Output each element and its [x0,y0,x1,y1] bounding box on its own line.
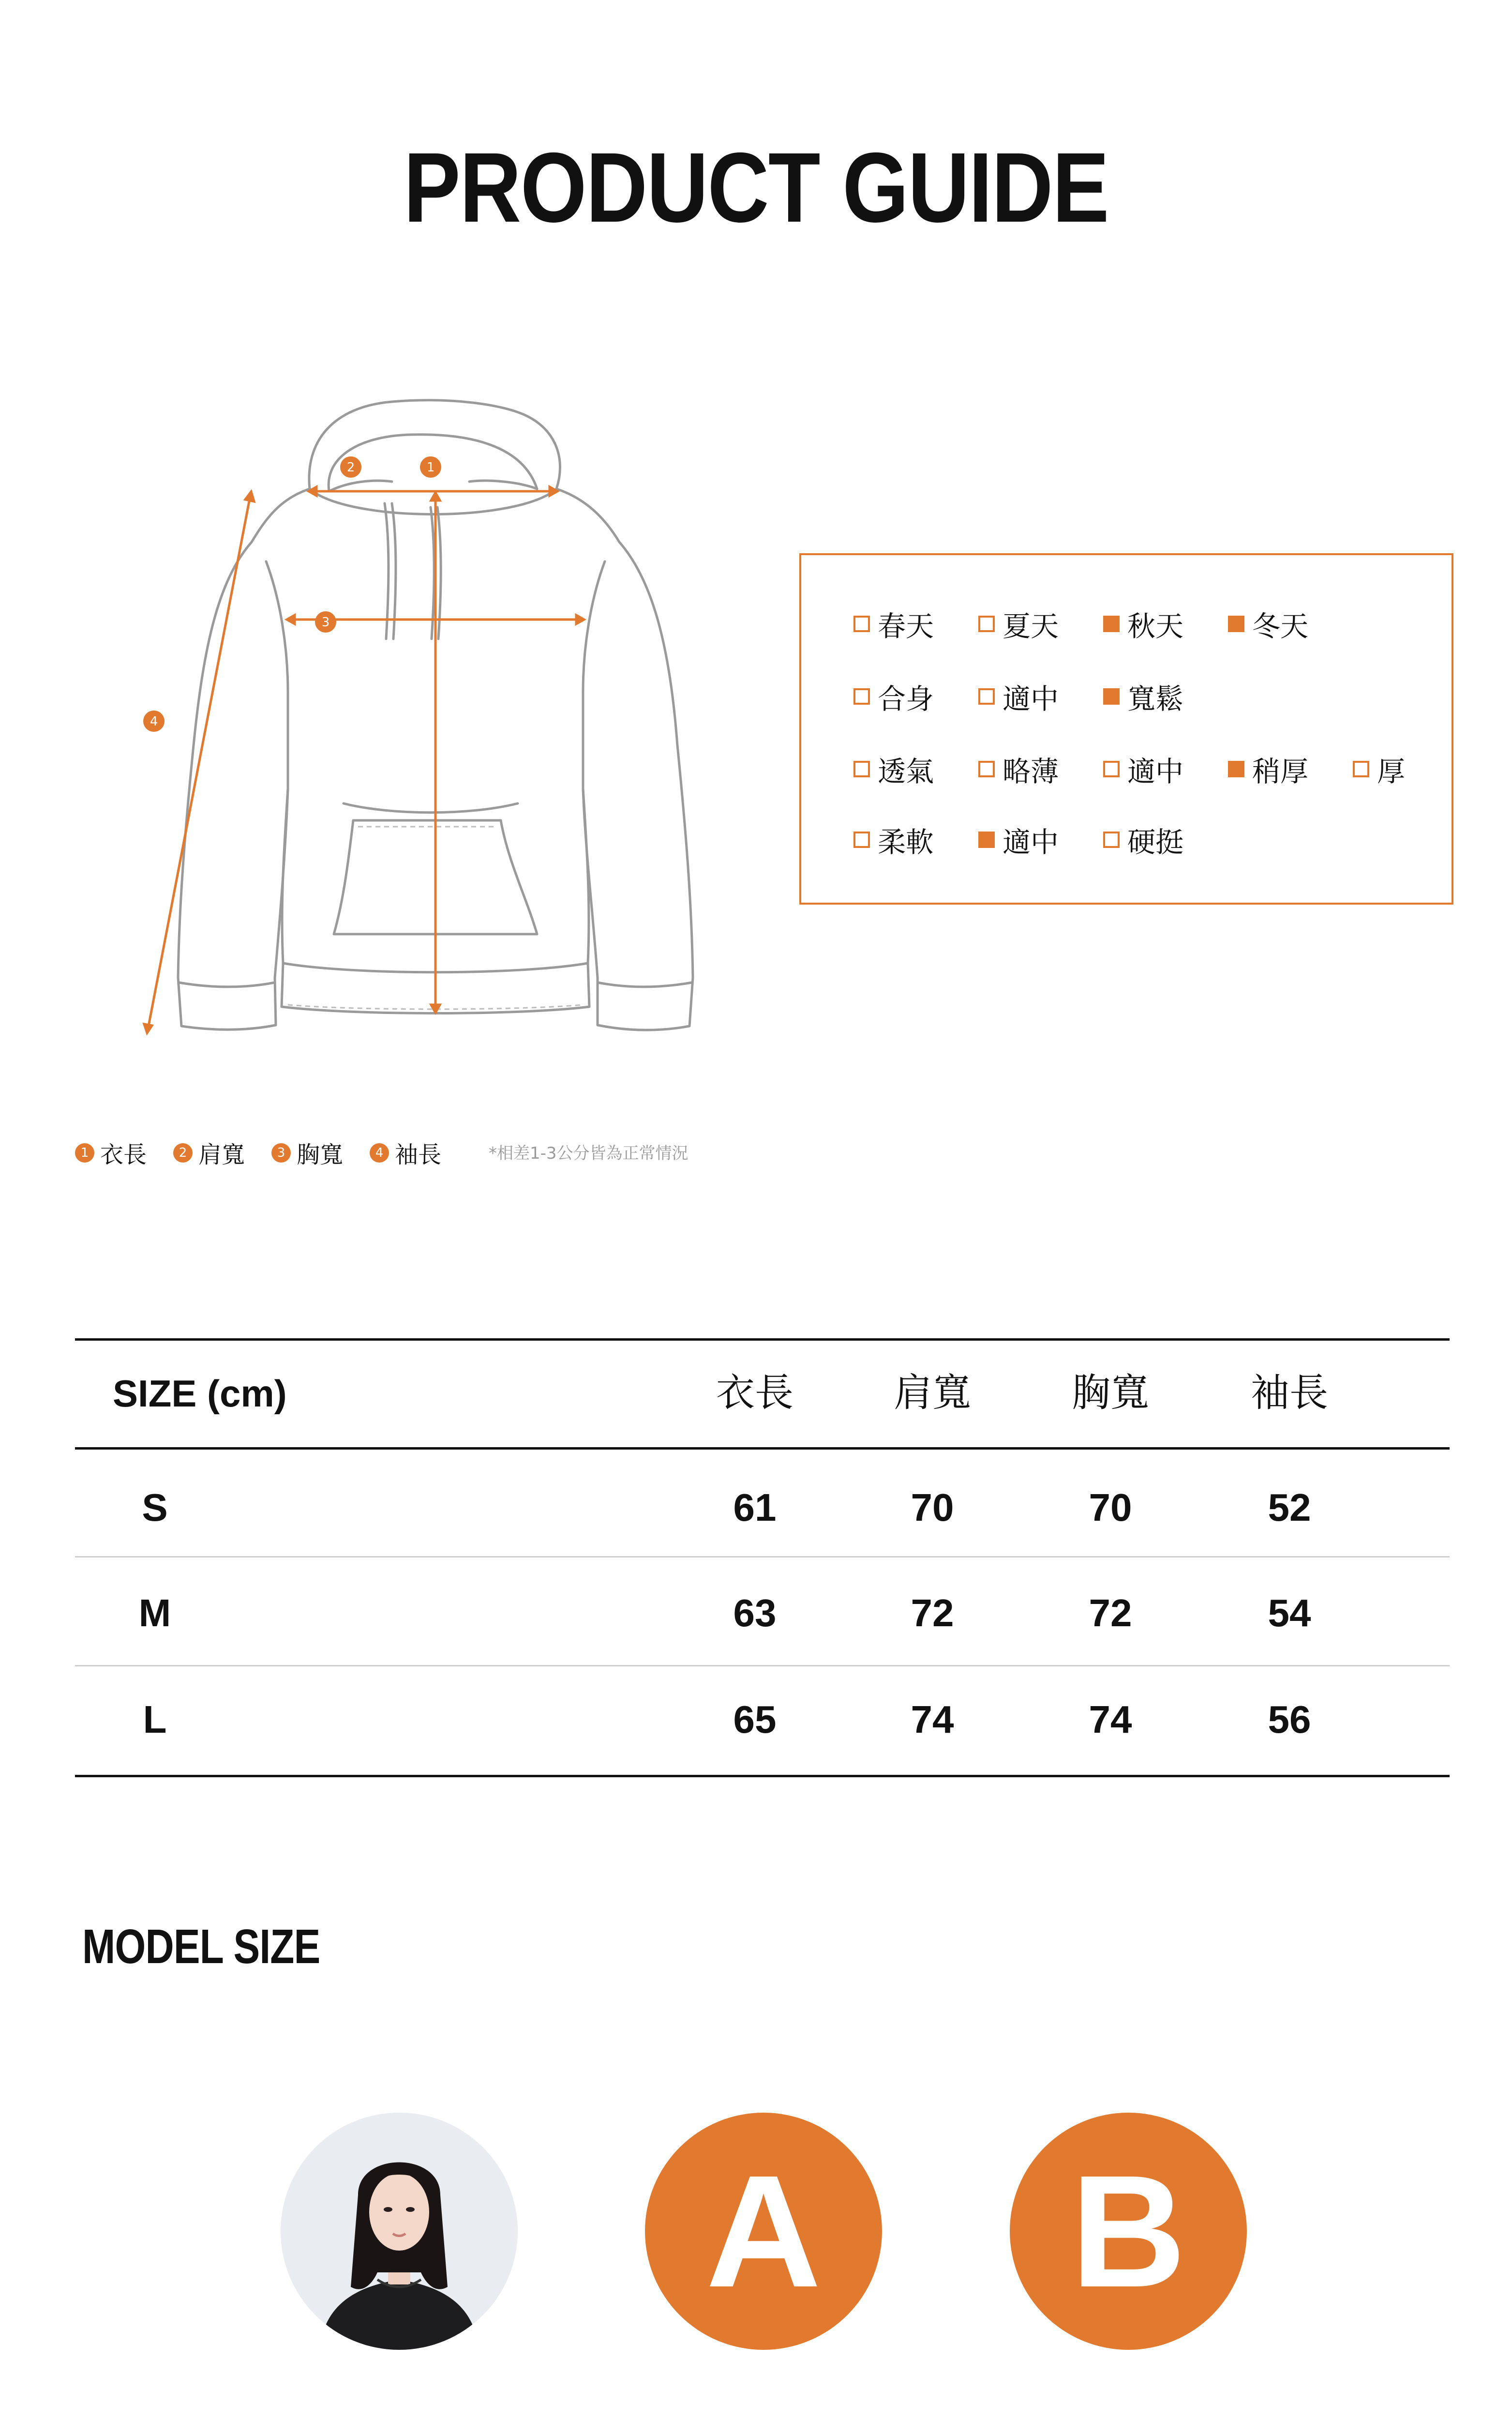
legend-label: 袖長 [395,1141,442,1168]
legend-note: *相差1-3公分皆為正常情況 [489,1144,689,1163]
hood-inner-lip-right [469,481,537,489]
attr-label: 稍厚 [1252,755,1309,788]
attr-item [1103,749,1183,789]
attr-item [853,676,934,717]
checkbox-checked-icon [978,832,995,848]
attr-item [1103,819,1183,860]
attr-label: 硬挺 [1127,826,1184,859]
checkbox-icon [853,832,870,848]
checkbox-icon [853,616,870,632]
table-cell: 65 [733,1698,777,1741]
attr-label: 適中 [1127,755,1184,788]
table-cell: 72 [911,1591,954,1634]
checkbox-icon [978,761,995,777]
marker-3: 3 [321,615,330,630]
attr-item [1103,604,1183,644]
table-cell-size: S [142,1486,168,1529]
checkbox-checked-icon [1228,616,1244,632]
hood-inner-lip [329,481,392,491]
table-cell: 70 [1089,1486,1132,1529]
table-rule-header [75,1447,1450,1450]
marker-4: 4 [150,714,158,729]
attr-item [853,604,934,644]
table-cell-size: M [138,1591,171,1634]
attr-item [853,749,934,789]
attr-label: 夏天 [1003,610,1059,643]
checkbox-icon [978,688,995,705]
table-cell-size: L [143,1698,167,1741]
attr-label: 寬鬆 [1127,682,1184,715]
checkbox-checked-icon [1103,616,1120,632]
table-cell: 63 [733,1591,777,1634]
avatar [281,2113,518,2350]
attr-item [978,819,1059,860]
attr-item [853,819,934,860]
attr-item [1353,749,1405,789]
model-size-heading: MODEL SIZE [82,1920,320,1974]
table-cell: 74 [1089,1698,1132,1741]
legend-item [370,1136,441,1169]
checkbox-checked-icon [1228,761,1244,777]
legend-label: 肩寬 [198,1141,245,1168]
table-cell: 61 [733,1486,777,1529]
checkbox-icon [1103,832,1120,848]
attr-label: 合身 [878,682,934,715]
attr-item [1228,749,1308,789]
attr-item [978,749,1059,789]
table-header-chest: 胸寬 [1072,1370,1149,1415]
right-shoulder [556,489,619,542]
table-divider [75,1665,1450,1666]
marker-2: 2 [346,460,355,475]
table-header-length: 衣長 [716,1370,793,1415]
legend-number: 2 [173,1143,193,1163]
attr-label: 適中 [1003,826,1059,859]
legend-item [271,1136,343,1169]
legend-label: 衣長 [100,1141,147,1168]
attr-item [1228,604,1308,644]
attr-label: 秋天 [1127,610,1184,643]
avatar-letter-a: A [645,2113,882,2350]
attr-item [978,604,1059,644]
attribute-box [799,553,1453,905]
attr-label: 厚 [1377,755,1406,788]
left-armhole [266,561,288,789]
size-table [75,1338,1450,1781]
checkbox-icon [1353,761,1369,777]
model-photo [281,2113,518,2350]
attr-item [978,676,1059,717]
checkbox-checked-icon [1103,688,1120,705]
attr-label: 冬天 [1252,610,1309,643]
table-cell: 54 [1268,1591,1311,1634]
body-right-side [583,789,589,963]
table-cell: 74 [911,1698,954,1741]
table-divider [75,1556,1450,1558]
left-shoulder [252,489,310,542]
chest-curve [344,803,518,813]
legend-label: 胸寬 [297,1141,344,1168]
attr-label: 略薄 [1003,755,1059,788]
attr-label: 柔軟 [878,826,934,859]
table-cell: 56 [1268,1698,1311,1741]
table-rule-top [75,1338,1450,1341]
hoodie-diagram [121,378,750,1065]
legend-number: 3 [271,1143,291,1163]
marker-1: 1 [426,460,435,475]
attr-item [1103,676,1183,717]
right-sleeve [583,542,693,1030]
checkbox-icon [978,616,995,632]
table-cell: 70 [911,1486,954,1529]
table-cell: 72 [1089,1591,1132,1634]
right-armhole [583,561,605,789]
legend-number: 4 [370,1143,389,1163]
left-cuff [179,983,275,987]
avatar-letter-b: B [1010,2113,1247,2350]
table-header-sleeve: 袖長 [1251,1370,1328,1415]
attr-label: 春天 [878,610,934,643]
checkbox-icon [853,688,870,705]
checkbox-icon [853,761,870,777]
right-cuff [598,983,692,987]
legend-item [75,1136,147,1169]
table-rule-bottom [75,1775,1450,1777]
legend-number: 1 [75,1143,94,1163]
table-header-size: SIZE (cm) [113,1372,287,1415]
checkbox-icon [1103,761,1120,777]
attr-label: 透氣 [878,755,934,788]
table-cell: 52 [1268,1486,1311,1529]
legend-item [173,1136,245,1169]
attr-label: 適中 [1003,682,1059,715]
table-header-shoulder: 肩寬 [894,1370,971,1415]
body-left-side [282,789,288,963]
page-title: PRODUCT GUIDE [404,132,1108,243]
